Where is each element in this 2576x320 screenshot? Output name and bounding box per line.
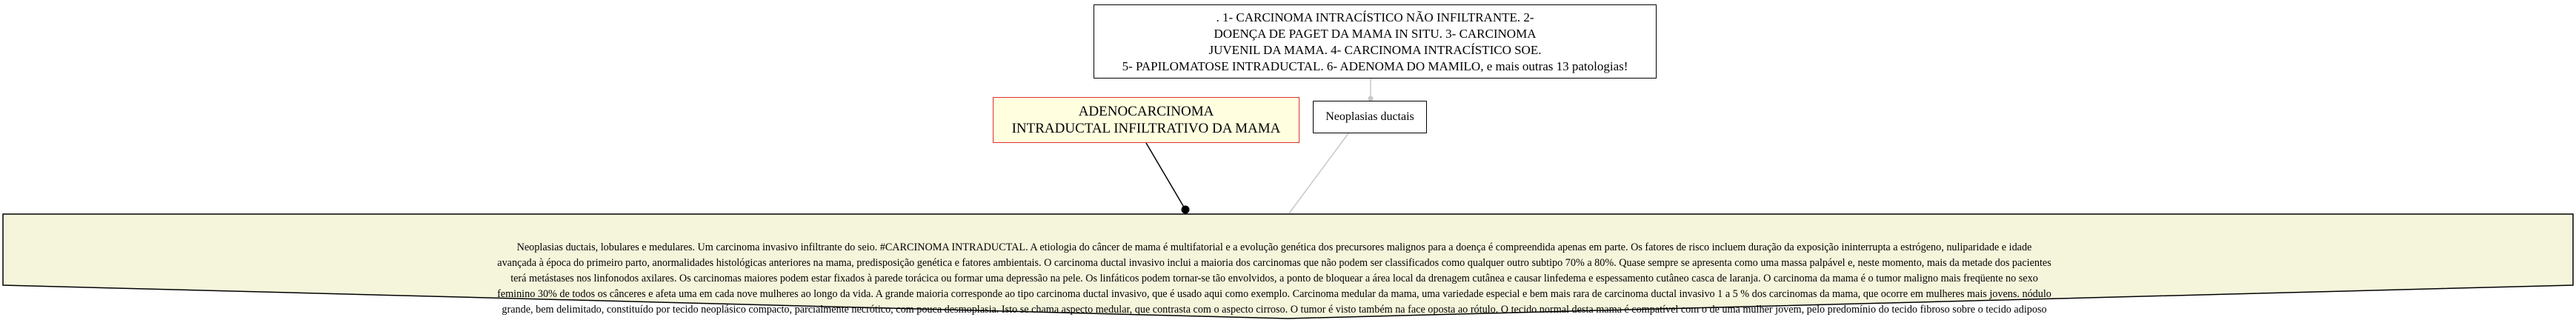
main-text-line: grande, bem delimitado, constituído por tecido neoplásico compacto, parcialmente necrótico, com pouca desmoplasia. Isto se chama aspecto medular, que contrasta com o aspecto cirroso. O tumor é visto também na face oposta ao rótulo. O tecido normal desta mama é compatível com o de uma mulher jovem, pelo predomínio do tecido fibroso sobre o tecido adiposo xyxy=(502,304,2047,316)
node-neoplasias-ductais xyxy=(1313,101,1427,133)
node-top-pathology-list xyxy=(1094,4,1657,79)
edge-neoplasias-to-main xyxy=(1289,133,1348,213)
node-neoplasias-label: Neoplasias ductais xyxy=(1325,110,1414,123)
edge-adeno-to-main-dot xyxy=(1182,206,1190,214)
node-adeno-line: INTRADUCTAL INFILTRATIVO DA MAMA xyxy=(1011,121,1281,136)
edge-adeno-to-main xyxy=(1146,143,1185,210)
node-adenocarcinoma xyxy=(993,97,1299,143)
node-main-description xyxy=(252,240,2297,318)
main-text-line: Neoplasias ductais, lobulares e medulares. Um carcinoma invasivo infiltrante do seio. #CARCINOMA INTRADUCTAL. A etiologia do câncer de mama é multifatorial e a evolução genética dos precursores malignos para a doença é compreendida apenas em parte. Os fatores de risco incluem duração da exposição ininterrupta a estrógeno, nuliparidade e idade xyxy=(516,241,2032,253)
node-top-line: DOENÇA DE PAGET DA MAMA IN SITU. 3- CARCINOMA xyxy=(1214,27,1537,41)
node-top-line: 5- PAPILOMATOSE INTRADUCTAL. 6- ADENOMA DO MAMILO, e mais outras 13 patologias! xyxy=(1122,59,1628,73)
node-adeno-line: ADENOCARCINOMA xyxy=(1078,104,1214,119)
main-text-line: terá metástases nos linfonodos axilares. Os carcinomas maiores podem estar fixados à parede torácica ou formar uma depressão na pele. Os linfáticos podem tornar-se tão envolvidos, a ponto de bloquear a área local da drenagem cutânea e causar linfedema e espessamento cutâneo casca de laranja. O carcinoma da mama é o tumor maligno mais freqüente no sexo xyxy=(510,273,2038,284)
main-text-line: feminino 30% de todos os cânceres e afeta uma em cada nove mulheres ao longo da vida. A grande maioria corresponde ao tipo carcinoma ductal invasivo, que é usado aqui como exemplo. Carcinoma medular da mama, uma variedade especial e bem mais rara de carcinoma ductal invasivo 1 a 5 % dos carcinomas da mama, que ocorre em mulheres mais jovens. nódulo xyxy=(497,288,2051,300)
main-text-line: avançada à época do primeiro parto, anormalidades histológicas anteriores na mama, predisposição genética e fatores ambientais. O carcinoma ductal invasivo inclui a maioria dos carcinomas que não podem ser classificados como qualquer outro subtipo 70% a 80%. Quase sempre se apresenta como uma massa palpável e, neste momento, mais da metade dos pacientes xyxy=(497,257,2051,269)
node-top-line: . 1- CARCINOMA INTRACÍSTICO NÃO INFILTRANTE. 2- xyxy=(1216,10,1534,24)
node-top-line: JUVENIL DA MAMA. 4- CARCINOMA INTRACÍSTICO SOE. xyxy=(1208,43,1542,57)
